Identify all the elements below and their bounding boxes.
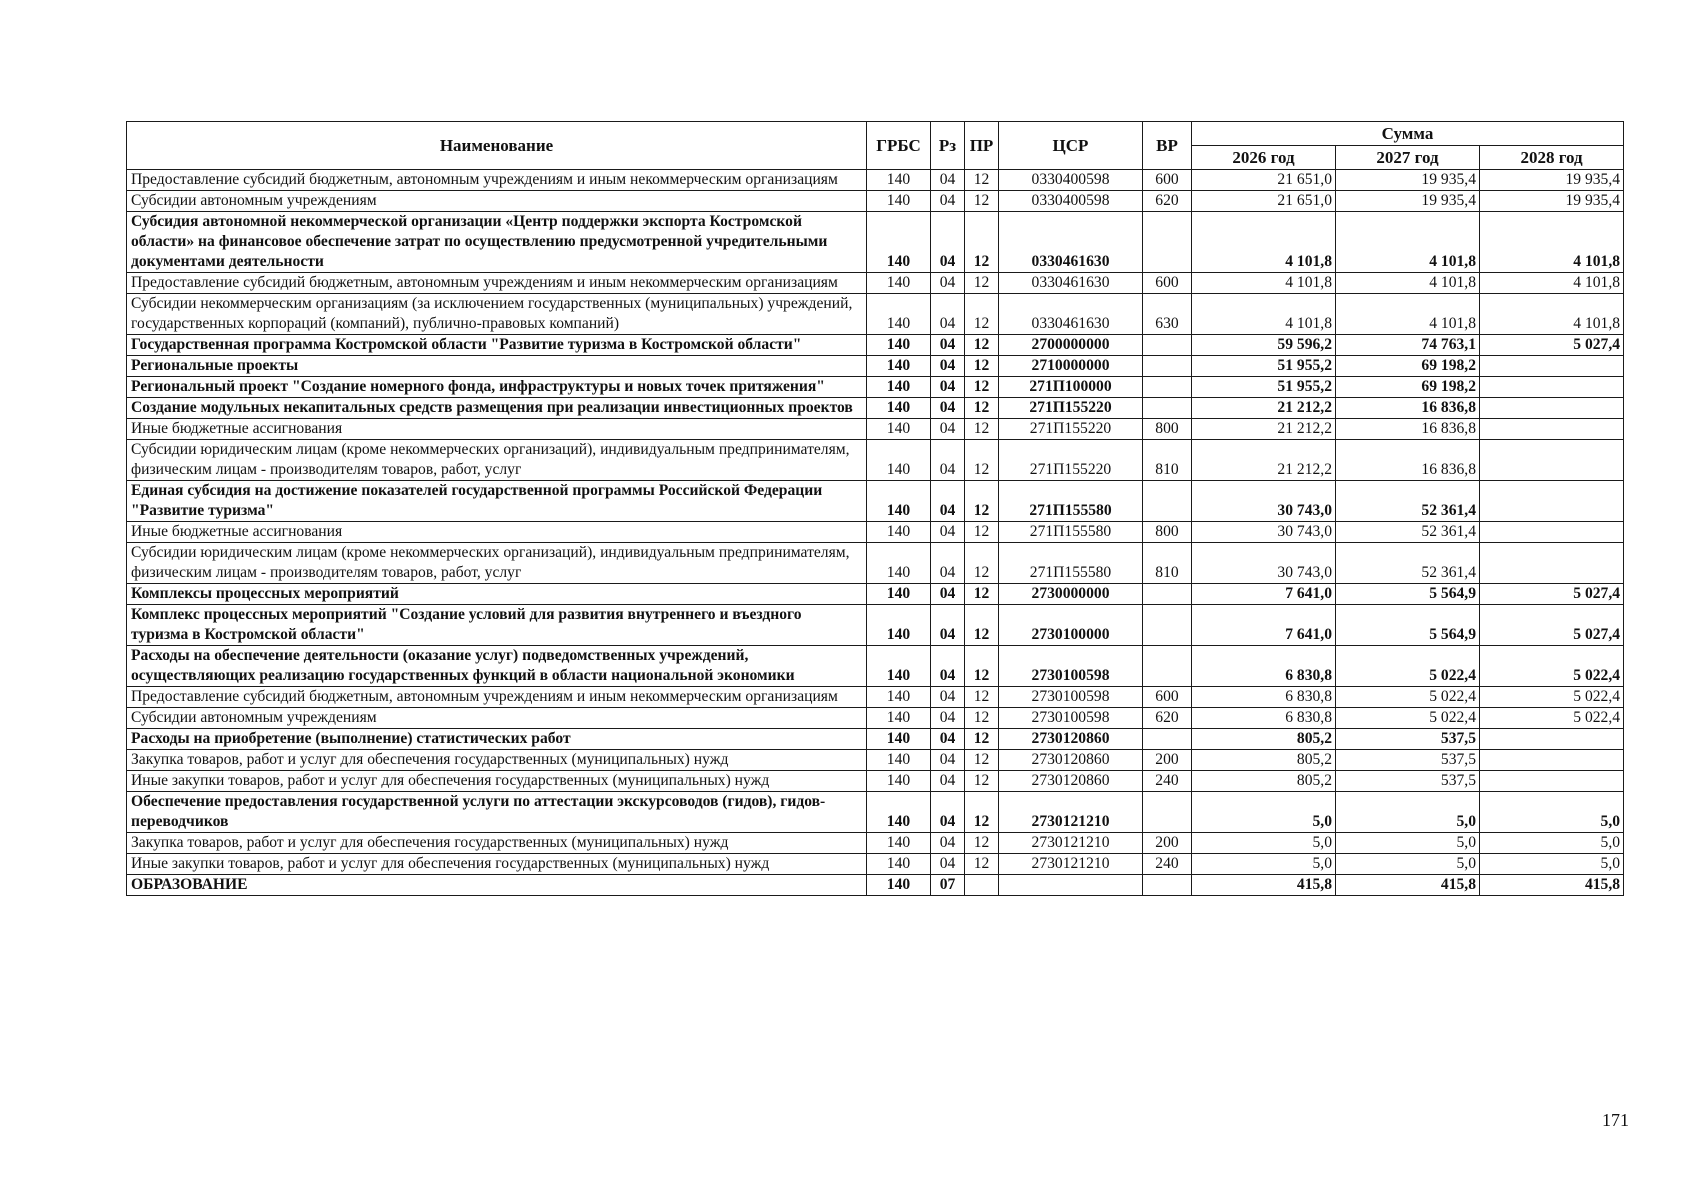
cell-sum-2027: 5,0 (1336, 833, 1480, 854)
table-row (127, 440, 1624, 481)
cell-csr: 2730100598 (999, 708, 1143, 729)
cell-grbs: 140 (867, 294, 931, 335)
cell-grbs: 140 (867, 750, 931, 771)
cell-vr: 240 (1143, 771, 1192, 792)
cell-sum-2028: 5 022,4 (1480, 708, 1624, 729)
cell-grbs: 140 (867, 687, 931, 708)
cell-pr: 12 (965, 212, 999, 273)
table-row (127, 294, 1624, 335)
table-row (127, 170, 1624, 191)
cell-sum-2028 (1480, 398, 1624, 419)
cell-sum-2027: 4 101,8 (1336, 212, 1480, 273)
cell-sum-2028: 4 101,8 (1480, 212, 1624, 273)
cell-sum-2027: 74 763,1 (1336, 335, 1480, 356)
cell-sum-2027: 52 361,4 (1336, 481, 1480, 522)
cell-name: Иные бюджетные ассигнования (127, 522, 867, 543)
cell-rz: 04 (931, 522, 965, 543)
table-row (127, 191, 1624, 212)
cell-name: ОБРАЗОВАНИЕ (127, 875, 867, 896)
cell-sum-2028 (1480, 750, 1624, 771)
cell-pr: 12 (965, 273, 999, 294)
cell-rz: 04 (931, 687, 965, 708)
cell-rz: 04 (931, 294, 965, 335)
cell-rz: 04 (931, 708, 965, 729)
cell-pr: 12 (965, 605, 999, 646)
cell-csr: 0330461630 (999, 212, 1143, 273)
cell-sum-2026: 21 651,0 (1192, 191, 1336, 212)
cell-name: Комплексы процессных мероприятий (127, 584, 867, 605)
cell-csr: 271П155580 (999, 522, 1143, 543)
cell-csr: 0330461630 (999, 294, 1143, 335)
cell-pr: 12 (965, 584, 999, 605)
cell-name: Субсидии автономным учреждениям (127, 708, 867, 729)
cell-rz: 04 (931, 273, 965, 294)
cell-grbs: 140 (867, 356, 931, 377)
cell-rz: 04 (931, 605, 965, 646)
cell-pr: 12 (965, 377, 999, 398)
cell-pr: 12 (965, 792, 999, 833)
table-row (127, 398, 1624, 419)
cell-sum-2028 (1480, 377, 1624, 398)
cell-grbs: 140 (867, 646, 931, 687)
cell-name: Закупка товаров, работ и услуг для обеспечения государственных (муниципальных) нужд (127, 833, 867, 854)
cell-name: Расходы на приобретение (выполнение) статистических работ (127, 729, 867, 750)
cell-vr: 600 (1143, 273, 1192, 294)
table-row (127, 377, 1624, 398)
cell-csr: 2730121210 (999, 792, 1143, 833)
table-row (127, 646, 1624, 687)
cell-vr: 600 (1143, 170, 1192, 191)
cell-pr: 12 (965, 833, 999, 854)
table-row (127, 335, 1624, 356)
page-number: 171 (1602, 1110, 1629, 1130)
cell-pr: 12 (965, 771, 999, 792)
cell-grbs: 140 (867, 522, 931, 543)
cell-vr (1143, 212, 1192, 273)
cell-sum-2026: 4 101,8 (1192, 212, 1336, 273)
cell-vr: 810 (1143, 440, 1192, 481)
cell-vr (1143, 646, 1192, 687)
cell-sum-2027: 16 836,8 (1336, 440, 1480, 481)
cell-pr: 12 (965, 191, 999, 212)
cell-grbs: 140 (867, 605, 931, 646)
cell-name: Субсидии юридическим лицам (кроме некоммерческих организаций), индивидуальным предпринимателям, физическим лицам - производителям товаров, работ, услуг (127, 440, 867, 481)
cell-sum-2028 (1480, 440, 1624, 481)
cell-sum-2026: 30 743,0 (1192, 481, 1336, 522)
cell-csr: 271П155580 (999, 481, 1143, 522)
cell-pr: 12 (965, 481, 999, 522)
budget-table (126, 121, 1624, 896)
header-csr: ЦСР (999, 122, 1143, 170)
cell-vr (1143, 605, 1192, 646)
cell-sum-2027: 52 361,4 (1336, 522, 1480, 543)
cell-vr (1143, 398, 1192, 419)
cell-grbs: 140 (867, 584, 931, 605)
cell-sum-2026: 415,8 (1192, 875, 1336, 896)
cell-name: Комплекс процессных мероприятий "Создание условий для развития внутреннего и въездного туризма в Костромской области" (127, 605, 867, 646)
cell-pr: 12 (965, 294, 999, 335)
cell-grbs: 140 (867, 833, 931, 854)
cell-grbs: 140 (867, 771, 931, 792)
cell-csr: 2700000000 (999, 335, 1143, 356)
cell-sum-2026: 4 101,8 (1192, 273, 1336, 294)
cell-csr: 2730000000 (999, 584, 1143, 605)
cell-pr: 12 (965, 687, 999, 708)
cell-sum-2027: 4 101,8 (1336, 294, 1480, 335)
table-row (127, 481, 1624, 522)
table-row (127, 750, 1624, 771)
table-row (127, 584, 1624, 605)
cell-rz: 04 (931, 543, 965, 584)
cell-name: Субсидии некоммерческим организациям (за исключением государственных (муниципальных) учреждений, государственных корпораций (компаний), публично-правовых компаний) (127, 294, 867, 335)
cell-sum-2027: 69 198,2 (1336, 377, 1480, 398)
cell-grbs: 140 (867, 792, 931, 833)
cell-rz: 04 (931, 170, 965, 191)
cell-csr: 0330400598 (999, 170, 1143, 191)
cell-csr: 2710000000 (999, 356, 1143, 377)
cell-grbs: 140 (867, 543, 931, 584)
cell-rz: 04 (931, 771, 965, 792)
cell-csr: 2730100000 (999, 605, 1143, 646)
header-year-2028: 2028 год (1480, 146, 1624, 170)
cell-rz: 04 (931, 729, 965, 750)
cell-vr (1143, 481, 1192, 522)
cell-pr: 12 (965, 356, 999, 377)
header-pr: ПР (965, 122, 999, 170)
cell-grbs: 140 (867, 335, 931, 356)
cell-vr: 800 (1143, 522, 1192, 543)
cell-grbs: 140 (867, 854, 931, 875)
header-sum: Сумма (1192, 122, 1624, 146)
cell-vr: 240 (1143, 854, 1192, 875)
cell-vr (1143, 729, 1192, 750)
cell-csr: 271П155220 (999, 398, 1143, 419)
cell-grbs: 140 (867, 419, 931, 440)
cell-sum-2027: 5 022,4 (1336, 646, 1480, 687)
cell-rz: 04 (931, 833, 965, 854)
cell-sum-2026: 805,2 (1192, 729, 1336, 750)
cell-sum-2028: 5 027,4 (1480, 605, 1624, 646)
cell-sum-2026: 51 955,2 (1192, 377, 1336, 398)
cell-sum-2026: 51 955,2 (1192, 356, 1336, 377)
cell-sum-2028 (1480, 522, 1624, 543)
cell-name: Субсидия автономной некоммерческой организации «Центр поддержки экспорта Костромской области» на финансовое обеспечение затрат по осуществлению предусмотренной учредительными документами деятельности (127, 212, 867, 273)
cell-name: Региональный проект "Создание номерного фонда, инфраструктуры и новых точек притяжения" (127, 377, 867, 398)
cell-sum-2027: 537,5 (1336, 729, 1480, 750)
cell-sum-2028: 19 935,4 (1480, 170, 1624, 191)
cell-sum-2027: 16 836,8 (1336, 419, 1480, 440)
cell-grbs: 140 (867, 212, 931, 273)
cell-sum-2026: 59 596,2 (1192, 335, 1336, 356)
cell-sum-2027: 52 361,4 (1336, 543, 1480, 584)
cell-pr: 12 (965, 335, 999, 356)
cell-csr: 271П155220 (999, 440, 1143, 481)
header-year-2026: 2026 год (1192, 146, 1336, 170)
cell-csr: 271П155580 (999, 543, 1143, 584)
cell-rz: 04 (931, 440, 965, 481)
cell-sum-2028: 4 101,8 (1480, 294, 1624, 335)
cell-rz: 04 (931, 854, 965, 875)
cell-rz: 04 (931, 646, 965, 687)
cell-rz: 04 (931, 584, 965, 605)
cell-rz: 04 (931, 356, 965, 377)
cell-sum-2027: 19 935,4 (1336, 191, 1480, 212)
cell-csr: 2730100598 (999, 646, 1143, 687)
cell-grbs: 140 (867, 481, 931, 522)
header-rz: Рз (931, 122, 965, 170)
cell-csr: 2730120860 (999, 729, 1143, 750)
table-row (127, 687, 1624, 708)
cell-vr: 600 (1143, 687, 1192, 708)
cell-rz: 04 (931, 335, 965, 356)
table-row (127, 212, 1624, 273)
cell-sum-2028 (1480, 771, 1624, 792)
cell-sum-2026: 6 830,8 (1192, 687, 1336, 708)
cell-rz: 04 (931, 191, 965, 212)
cell-sum-2026: 5,0 (1192, 792, 1336, 833)
cell-pr: 12 (965, 543, 999, 584)
cell-sum-2027: 5 022,4 (1336, 687, 1480, 708)
cell-sum-2027: 19 935,4 (1336, 170, 1480, 191)
cell-sum-2026: 21 212,2 (1192, 440, 1336, 481)
cell-name: Иные бюджетные ассигнования (127, 419, 867, 440)
cell-sum-2026: 805,2 (1192, 750, 1336, 771)
table-row (127, 419, 1624, 440)
cell-pr: 12 (965, 522, 999, 543)
cell-grbs: 140 (867, 191, 931, 212)
cell-name: Предоставление субсидий бюджетным, автономным учреждениям и иным некоммерческим организациям (127, 170, 867, 191)
cell-vr (1143, 792, 1192, 833)
cell-rz: 04 (931, 750, 965, 771)
cell-grbs: 140 (867, 729, 931, 750)
cell-sum-2027: 5 564,9 (1336, 605, 1480, 646)
cell-rz: 04 (931, 377, 965, 398)
table-row (127, 543, 1624, 584)
cell-sum-2026: 21 212,2 (1192, 398, 1336, 419)
cell-sum-2028: 5 027,4 (1480, 584, 1624, 605)
cell-vr (1143, 377, 1192, 398)
cell-sum-2027: 16 836,8 (1336, 398, 1480, 419)
cell-rz: 04 (931, 792, 965, 833)
cell-pr: 12 (965, 440, 999, 481)
cell-grbs: 140 (867, 708, 931, 729)
cell-name: Субсидии автономным учреждениям (127, 191, 867, 212)
table-row (127, 605, 1624, 646)
cell-vr: 620 (1143, 708, 1192, 729)
cell-name: Государственная программа Костромской области "Развитие туризма в Костромской области" (127, 335, 867, 356)
cell-sum-2026: 30 743,0 (1192, 543, 1336, 584)
table-row (127, 875, 1624, 896)
table-row (127, 792, 1624, 833)
cell-sum-2028 (1480, 481, 1624, 522)
cell-name: Предоставление субсидий бюджетным, автономным учреждениям и иным некоммерческим организациям (127, 273, 867, 294)
cell-pr: 12 (965, 398, 999, 419)
cell-sum-2026: 6 830,8 (1192, 646, 1336, 687)
cell-pr: 12 (965, 729, 999, 750)
table-row (127, 708, 1624, 729)
cell-vr: 200 (1143, 833, 1192, 854)
cell-rz: 04 (931, 481, 965, 522)
cell-sum-2027: 415,8 (1336, 875, 1480, 896)
cell-sum-2028: 5,0 (1480, 854, 1624, 875)
cell-rz: 07 (931, 875, 965, 896)
cell-grbs: 140 (867, 440, 931, 481)
cell-vr: 620 (1143, 191, 1192, 212)
cell-vr (1143, 356, 1192, 377)
cell-sum-2028: 5,0 (1480, 792, 1624, 833)
cell-sum-2028: 415,8 (1480, 875, 1624, 896)
cell-grbs: 140 (867, 377, 931, 398)
cell-csr: 2730100598 (999, 687, 1143, 708)
cell-sum-2026: 21 651,0 (1192, 170, 1336, 191)
cell-csr: 271П100000 (999, 377, 1143, 398)
table-row (127, 833, 1624, 854)
table-row (127, 771, 1624, 792)
cell-pr: 12 (965, 750, 999, 771)
header-grbs: ГРБС (867, 122, 931, 170)
cell-sum-2028 (1480, 543, 1624, 584)
table-body (127, 170, 1624, 896)
table-row (127, 729, 1624, 750)
cell-csr: 271П155220 (999, 419, 1143, 440)
cell-sum-2027: 4 101,8 (1336, 273, 1480, 294)
header-year-2027: 2027 год (1336, 146, 1480, 170)
cell-sum-2027: 5,0 (1336, 792, 1480, 833)
cell-csr: 2730121210 (999, 833, 1143, 854)
table-row (127, 522, 1624, 543)
cell-csr: 2730120860 (999, 771, 1143, 792)
cell-name: Региональные проекты (127, 356, 867, 377)
cell-name: Субсидии юридическим лицам (кроме некоммерческих организаций), индивидуальным предпринимателям, физическим лицам - производителям товаров, работ, услуг (127, 543, 867, 584)
cell-sum-2026: 4 101,8 (1192, 294, 1336, 335)
cell-vr: 800 (1143, 419, 1192, 440)
cell-vr (1143, 584, 1192, 605)
cell-name: Иные закупки товаров, работ и услуг для обеспечения государственных (муниципальных) нужд (127, 854, 867, 875)
cell-sum-2026: 21 212,2 (1192, 419, 1336, 440)
cell-name: Закупка товаров, работ и услуг для обеспечения государственных (муниципальных) нужд (127, 750, 867, 771)
cell-grbs: 140 (867, 273, 931, 294)
cell-name: Создание модульных некапитальных средств размещения при реализации инвестиционных проектов (127, 398, 867, 419)
cell-sum-2027: 537,5 (1336, 771, 1480, 792)
cell-rz: 04 (931, 419, 965, 440)
cell-sum-2026: 5,0 (1192, 854, 1336, 875)
cell-sum-2028: 5,0 (1480, 833, 1624, 854)
cell-sum-2026: 7 641,0 (1192, 605, 1336, 646)
cell-sum-2028 (1480, 356, 1624, 377)
cell-sum-2026: 805,2 (1192, 771, 1336, 792)
cell-name: Обеспечение предоставления государственной услуги по аттестации экскурсоводов (гидов), гидов-переводчиков (127, 792, 867, 833)
cell-name: Предоставление субсидий бюджетным, автономным учреждениям и иным некоммерческим организациям (127, 687, 867, 708)
cell-sum-2026: 30 743,0 (1192, 522, 1336, 543)
cell-sum-2027: 5 564,9 (1336, 584, 1480, 605)
cell-sum-2026: 7 641,0 (1192, 584, 1336, 605)
cell-sum-2028: 4 101,8 (1480, 273, 1624, 294)
cell-sum-2028: 5 022,4 (1480, 687, 1624, 708)
cell-grbs: 140 (867, 170, 931, 191)
cell-csr (999, 875, 1143, 896)
cell-pr: 12 (965, 170, 999, 191)
cell-sum-2028: 19 935,4 (1480, 191, 1624, 212)
cell-vr (1143, 875, 1192, 896)
cell-sum-2028 (1480, 729, 1624, 750)
cell-csr: 0330400598 (999, 191, 1143, 212)
cell-sum-2026: 6 830,8 (1192, 708, 1336, 729)
cell-name: Единая субсидия на достижение показателей государственной программы Российской Федерации "Развитие туризма" (127, 481, 867, 522)
cell-sum-2027: 5,0 (1336, 854, 1480, 875)
cell-vr: 810 (1143, 543, 1192, 584)
cell-sum-2028: 5 022,4 (1480, 646, 1624, 687)
cell-sum-2027: 69 198,2 (1336, 356, 1480, 377)
cell-rz: 04 (931, 398, 965, 419)
cell-grbs: 140 (867, 398, 931, 419)
cell-sum-2027: 5 022,4 (1336, 708, 1480, 729)
cell-rz: 04 (931, 212, 965, 273)
cell-name: Расходы на обеспечение деятельности (оказание услуг) подведомственных учреждений, осуществляющих реализацию государственных функций в области национальной экономики (127, 646, 867, 687)
cell-vr (1143, 335, 1192, 356)
cell-csr: 0330461630 (999, 273, 1143, 294)
cell-pr: 12 (965, 419, 999, 440)
table-row (127, 273, 1624, 294)
cell-csr: 2730121210 (999, 854, 1143, 875)
cell-vr: 200 (1143, 750, 1192, 771)
cell-sum-2027: 537,5 (1336, 750, 1480, 771)
cell-grbs: 140 (867, 875, 931, 896)
cell-pr: 12 (965, 854, 999, 875)
header-vr: ВР (1143, 122, 1192, 170)
header-name: Наименование (127, 122, 867, 170)
cell-name: Иные закупки товаров, работ и услуг для обеспечения государственных (муниципальных) нужд (127, 771, 867, 792)
cell-vr: 630 (1143, 294, 1192, 335)
cell-sum-2028 (1480, 419, 1624, 440)
cell-sum-2028: 5 027,4 (1480, 335, 1624, 356)
cell-pr (965, 875, 999, 896)
table-row (127, 356, 1624, 377)
cell-sum-2026: 5,0 (1192, 833, 1336, 854)
table-row (127, 854, 1624, 875)
cell-pr: 12 (965, 646, 999, 687)
cell-csr: 2730120860 (999, 750, 1143, 771)
cell-pr: 12 (965, 708, 999, 729)
